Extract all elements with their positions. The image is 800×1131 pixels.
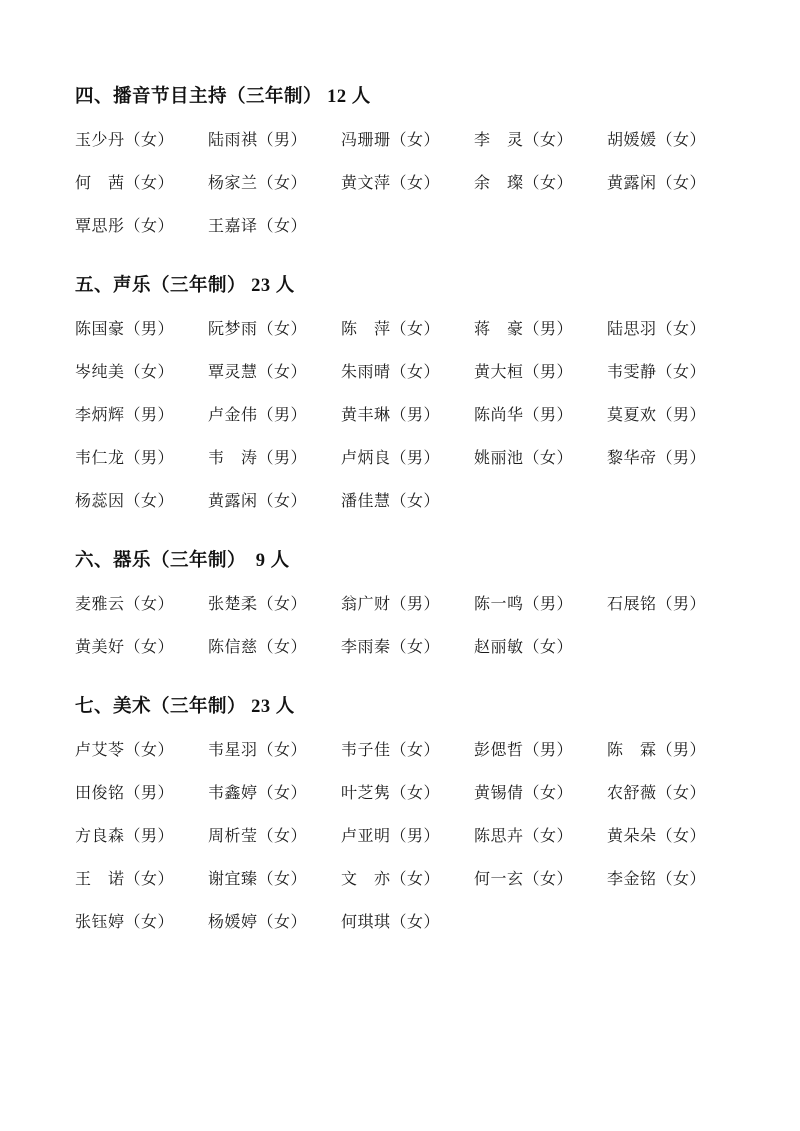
student-name: 何 茜（女） [75, 175, 175, 192]
name-row [75, 911, 740, 934]
student-name: 玉少丹（女） [75, 132, 175, 149]
student-name: 杨家兰（女） [208, 175, 308, 192]
student-name: 黎华帝（男） [607, 450, 707, 467]
student-name: 胡媛媛（女） [607, 132, 707, 149]
student-name: 卢艾苓（女） [75, 742, 175, 759]
student-name: 黄文萍（女） [341, 175, 441, 192]
student-name: 覃思彤（女） [75, 218, 175, 235]
student-name: 杨蕊因（女） [75, 493, 175, 510]
student-name: 韦雯静（女） [607, 364, 707, 381]
student-name: 陈 霖（男） [607, 742, 707, 759]
student-name: 陆雨祺（男） [208, 132, 308, 149]
student-name: 潘佳慧（女） [341, 493, 441, 510]
name-list-broadcast-hosting [75, 129, 740, 238]
name-row [75, 215, 740, 238]
student-name: 陈一鸣（男） [474, 596, 574, 613]
student-name: 赵丽敏（女） [474, 639, 574, 656]
student-name: 韦星羽（女） [208, 742, 308, 759]
section-header-vocal-music: 五、声乐（三年制） 23 人 [75, 276, 295, 296]
student-name: 卢亚明（男） [341, 828, 441, 845]
student-name: 王嘉译（女） [208, 218, 308, 235]
student-name: 蒋 豪（男） [474, 321, 574, 338]
student-name: 黄丰琳（男） [341, 407, 441, 424]
student-name: 覃灵慧（女） [208, 364, 308, 381]
student-name: 黄大桓（男） [474, 364, 574, 381]
student-name: 张楚柔（女） [208, 596, 308, 613]
student-name: 黄露闲（女） [208, 493, 308, 510]
student-name: 黄锡倩（女） [474, 785, 574, 802]
name-row [75, 129, 740, 152]
student-name: 周析莹（女） [208, 828, 308, 845]
student-name: 何一玄（女） [474, 871, 574, 888]
name-row [75, 825, 740, 848]
student-name: 李 灵（女） [474, 132, 574, 149]
student-name: 翁广财（男） [341, 596, 441, 613]
name-row [75, 593, 740, 616]
student-name: 余 璨（女） [474, 175, 574, 192]
section-vocal-music [75, 274, 740, 513]
section-instrumental-music [75, 549, 740, 659]
student-name: 王 诺（女） [75, 871, 175, 888]
name-row [75, 447, 740, 470]
student-name: 黄美好（女） [75, 639, 175, 656]
student-name: 韦仁龙（男） [75, 450, 175, 467]
student-name: 谢宜臻（女） [208, 871, 308, 888]
student-name: 何琪琪（女） [341, 914, 441, 931]
student-name: 李雨秦（女） [341, 639, 441, 656]
section-header-broadcast-hosting: 四、播音节目主持（三年制） 12 人 [75, 87, 371, 107]
section-header-instrumental-music: 六、器乐（三年制） 9 人 [75, 551, 290, 571]
student-name: 陈信慈（女） [208, 639, 308, 656]
student-name: 李炳辉（男） [75, 407, 175, 424]
student-name: 杨媛婷（女） [208, 914, 308, 931]
student-name: 莫夏欢（男） [607, 407, 707, 424]
student-name: 朱雨晴（女） [341, 364, 441, 381]
student-name: 叶芝隽（女） [341, 785, 441, 802]
name-row [75, 404, 740, 427]
student-name: 文 亦（女） [341, 871, 441, 888]
student-name: 张钰婷（女） [75, 914, 175, 931]
student-name: 韦子佳（女） [341, 742, 441, 759]
section-fine-arts [75, 695, 740, 934]
section-broadcast-hosting [75, 85, 740, 238]
name-row [75, 739, 740, 762]
student-name: 卢金伟（男） [208, 407, 308, 424]
name-row [75, 361, 740, 384]
name-row [75, 636, 740, 659]
student-name: 田俊铭（男） [75, 785, 175, 802]
student-name: 陈思卉（女） [474, 828, 574, 845]
student-name: 韦 涛（男） [208, 450, 308, 467]
student-name: 彭偲哲（男） [474, 742, 574, 759]
student-name: 卢炳良（男） [341, 450, 441, 467]
name-list-vocal-music [75, 318, 740, 513]
student-name: 姚丽池（女） [474, 450, 574, 467]
name-row [75, 490, 740, 513]
student-name: 农舒薇（女） [607, 785, 707, 802]
student-name: 石展铭（男） [607, 596, 707, 613]
name-row [75, 782, 740, 805]
student-name: 陈国豪（男） [75, 321, 175, 338]
name-list-fine-arts [75, 739, 740, 934]
name-row [75, 318, 740, 341]
student-name: 黄露闲（女） [607, 175, 707, 192]
student-name: 陆思羽（女） [607, 321, 707, 338]
student-name: 黄朵朵（女） [607, 828, 707, 845]
student-name: 冯珊珊（女） [341, 132, 441, 149]
student-name: 麦雅云（女） [75, 596, 175, 613]
student-name: 陈 萍（女） [341, 321, 441, 338]
student-name: 岑纯美（女） [75, 364, 175, 381]
name-list-instrumental-music [75, 593, 740, 659]
student-name: 阮梦雨（女） [208, 321, 308, 338]
student-name: 陈尚华（男） [474, 407, 574, 424]
student-name: 李金铭（女） [607, 871, 707, 888]
section-header-fine-arts: 七、美术（三年制） 23 人 [75, 697, 295, 717]
student-name: 韦鑫婷（女） [208, 785, 308, 802]
name-row [75, 868, 740, 891]
name-row [75, 172, 740, 195]
student-name: 方良森（男） [75, 828, 175, 845]
